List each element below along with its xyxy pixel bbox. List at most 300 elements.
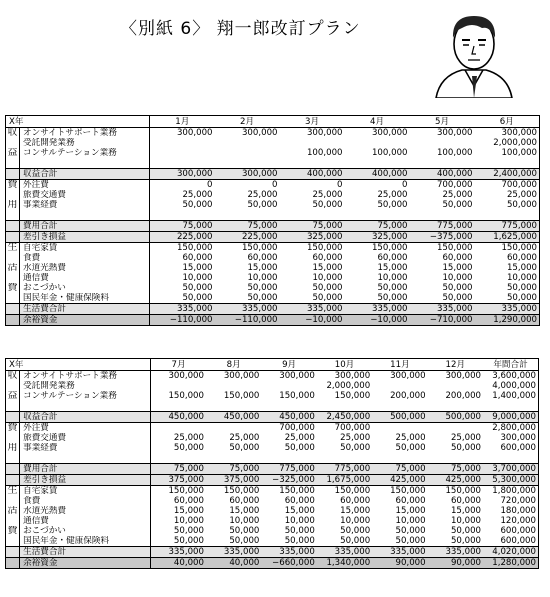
- section-label: [6, 158, 20, 169]
- section-label: [6, 190, 20, 200]
- value-cell: [215, 138, 280, 148]
- value-cell: [280, 138, 345, 148]
- table-row: [6, 243, 540, 254]
- value-cell: 15,000: [395, 506, 426, 516]
- value-cell: 100,000: [306, 148, 343, 158]
- value-cell: 60,000: [442, 253, 473, 263]
- value-cell: [410, 138, 475, 148]
- value-cell: [475, 158, 540, 169]
- value-cell: 400,000: [280, 169, 345, 180]
- value-cell: [206, 453, 261, 464]
- section-label: 収: [6, 371, 20, 382]
- value-cell: 150,000: [334, 391, 371, 401]
- value-cell: 200,000: [390, 391, 426, 401]
- value-cell: 25,000: [442, 190, 473, 200]
- value-cell: 225,000: [150, 232, 215, 243]
- value-cell: −10,000: [345, 315, 410, 326]
- row-label: オンサイトサポート業務: [23, 128, 117, 138]
- section-label: 生: [6, 486, 20, 497]
- table-row: [6, 263, 540, 273]
- row-label: [20, 401, 151, 412]
- month-header: 2月: [215, 116, 280, 128]
- row-label: おこづかい: [23, 283, 66, 293]
- value-cell: 40,000: [206, 558, 261, 569]
- table-row: [6, 433, 539, 443]
- value-cell: 40,000: [151, 558, 206, 569]
- table-row: [6, 391, 539, 401]
- section-label: [6, 464, 20, 475]
- value-cell: 10,000: [450, 516, 482, 526]
- value-cell: [151, 401, 206, 412]
- value-cell: 15,000: [151, 506, 206, 516]
- section-label: 費: [6, 423, 20, 434]
- value-cell: 25,000: [284, 433, 315, 443]
- row-label: 余裕資金: [20, 315, 150, 326]
- value-cell: 450,000: [206, 412, 261, 423]
- value-cell: [483, 453, 538, 464]
- value-cell: [317, 453, 372, 464]
- section-label: 活: [7, 263, 18, 273]
- value-cell: 720,000: [483, 496, 538, 506]
- value-cell: 335,000: [280, 304, 345, 315]
- table-row: [6, 283, 540, 293]
- row-label: 食費: [23, 253, 41, 263]
- year-label: X年: [6, 116, 150, 128]
- value-cell: 150,000: [279, 486, 315, 496]
- value-cell: 50,000: [340, 536, 371, 546]
- value-cell: 50,000: [450, 443, 482, 453]
- value-cell: 150,000: [223, 391, 260, 401]
- value-cell: 1,675,000: [317, 475, 372, 486]
- value-cell: 50,000: [229, 536, 260, 546]
- value-cell: 75,000: [206, 464, 261, 475]
- value-cell: [150, 158, 215, 169]
- value-cell: 90,000: [428, 558, 483, 569]
- section-label: 生: [7, 242, 18, 253]
- row-label: 国民年金・健康保険料: [23, 293, 109, 303]
- value-cell: 15,000: [284, 506, 315, 516]
- row-label: [20, 210, 150, 221]
- table-row: [6, 200, 540, 210]
- section-label: [6, 558, 20, 569]
- value-cell: 50,000: [284, 443, 315, 453]
- table-row: [6, 304, 540, 315]
- table-row: [6, 169, 540, 180]
- value-cell: 300,000: [215, 169, 280, 180]
- row-label: 費用合計: [20, 464, 151, 475]
- value-cell: 450,000: [151, 412, 206, 423]
- value-cell: 300,000: [150, 169, 215, 180]
- value-cell: [151, 423, 206, 434]
- value-cell: 50,000: [247, 200, 278, 210]
- value-cell: 450,000: [261, 412, 316, 423]
- value-cell: 75,000: [428, 464, 483, 475]
- month-header: 8月: [206, 359, 261, 371]
- month-header: 7月: [151, 359, 206, 371]
- table-row: [6, 128, 540, 139]
- table-row: [6, 180, 540, 191]
- value-cell: 10,000: [395, 516, 426, 526]
- year-label: X年: [6, 359, 151, 371]
- table-row: [6, 496, 539, 506]
- section-label: [6, 304, 20, 315]
- value-cell: [206, 381, 261, 391]
- value-cell: 60,000: [377, 253, 408, 263]
- value-cell: 60,000: [247, 253, 278, 263]
- value-cell: 25,000: [340, 433, 371, 443]
- value-cell: 25,000: [395, 433, 426, 443]
- row-label: 差引き損益: [20, 232, 150, 243]
- value-cell: [151, 453, 206, 464]
- value-cell: 50,000: [377, 200, 408, 210]
- table-row: [6, 315, 540, 326]
- row-label: 通信費: [23, 516, 49, 526]
- month-header: 10月: [317, 359, 372, 371]
- value-cell: 15,000: [450, 506, 482, 516]
- table-row: [6, 486, 539, 497]
- table-row: [6, 273, 540, 283]
- value-cell: [280, 210, 345, 221]
- value-cell: 50,000: [312, 293, 343, 303]
- value-cell: [261, 401, 316, 412]
- value-cell: 50,000: [247, 283, 278, 293]
- businessman-avatar-icon: [432, 6, 516, 98]
- table-row: [6, 401, 539, 412]
- value-cell: 2,800,000: [483, 423, 538, 434]
- value-cell: [150, 210, 215, 221]
- value-cell: 10,000: [377, 273, 408, 283]
- value-cell: 60,000: [312, 253, 343, 263]
- table-row: [6, 190, 540, 200]
- value-cell: [345, 138, 410, 148]
- value-cell: [428, 381, 483, 391]
- value-cell: [372, 381, 427, 391]
- value-cell: 50,000: [475, 200, 540, 210]
- month-header: 3月: [280, 116, 345, 128]
- value-cell: 15,000: [150, 263, 215, 273]
- table-row: [6, 359, 539, 371]
- value-cell: 50,000: [151, 443, 206, 453]
- value-cell: 50,000: [151, 536, 206, 547]
- value-cell: 1,800,000: [483, 486, 538, 497]
- value-cell: 180,000: [483, 506, 538, 516]
- month-header: 1月: [150, 116, 215, 128]
- value-cell: 10,000: [312, 273, 343, 283]
- value-cell: [150, 148, 215, 158]
- section-label: [6, 381, 20, 391]
- value-cell: 60,000: [475, 253, 540, 263]
- section-label: 費: [7, 283, 18, 293]
- value-cell: 25,000: [247, 190, 278, 200]
- value-cell: 150,000: [151, 486, 206, 497]
- value-cell: 1,280,000: [483, 558, 538, 569]
- value-cell: 150,000: [306, 243, 343, 253]
- value-cell: [261, 453, 316, 464]
- row-label: 水道光熱費: [23, 506, 67, 516]
- value-cell: 50,000: [442, 293, 473, 303]
- table-row: [6, 293, 540, 304]
- row-label: [20, 453, 151, 464]
- section-label: 用: [6, 443, 20, 453]
- value-cell: 300,000: [371, 128, 408, 138]
- value-cell: 2,400,000: [475, 169, 540, 180]
- value-cell: 15,000: [442, 263, 473, 273]
- section-label: [6, 536, 20, 547]
- value-cell: 1,290,000: [475, 315, 540, 326]
- value-cell: 50,000: [450, 536, 482, 546]
- table-row: [6, 210, 540, 221]
- value-cell: 600,000: [483, 536, 538, 547]
- value-cell: 300,000: [390, 371, 426, 381]
- section-label: 収: [7, 127, 18, 138]
- month-header: 5月: [410, 116, 475, 128]
- value-cell: 50,000: [395, 443, 426, 453]
- value-cell: 775,000: [317, 464, 372, 475]
- value-cell: 100,000: [436, 148, 473, 158]
- value-cell: −660,000: [261, 558, 316, 569]
- value-cell: 15,000: [475, 263, 540, 273]
- value-cell: [215, 210, 280, 221]
- value-cell: 0: [272, 180, 278, 190]
- value-cell: 300,000: [483, 433, 538, 443]
- value-cell: 3,600,000: [483, 371, 538, 382]
- value-cell: 300,000: [436, 128, 473, 138]
- section-label: [6, 273, 20, 283]
- section-label: [6, 138, 20, 148]
- value-cell: 200,000: [445, 391, 482, 401]
- value-cell: 300,000: [445, 371, 482, 381]
- table-row: [6, 547, 539, 558]
- value-cell: 300,000: [241, 128, 278, 138]
- plan-table-jan-jun: [5, 115, 540, 326]
- value-cell: 10,000: [442, 273, 473, 283]
- value-cell: 15,000: [247, 263, 278, 273]
- value-cell: 50,000: [450, 526, 482, 536]
- value-cell: 100,000: [371, 148, 408, 158]
- value-cell: 25,000: [475, 190, 540, 200]
- section-label: [6, 453, 20, 464]
- value-cell: 150,000: [436, 243, 473, 253]
- value-cell: 50,000: [377, 283, 408, 293]
- value-cell: 50,000: [284, 526, 315, 536]
- value-cell: 10,000: [284, 516, 315, 526]
- table-row: [6, 253, 540, 263]
- value-cell: 50,000: [312, 200, 343, 210]
- section-label: 費: [6, 526, 20, 536]
- value-cell: 25,000: [450, 433, 482, 443]
- value-cell: [150, 138, 215, 148]
- value-cell: 700,000: [475, 180, 540, 191]
- value-cell: 335,000: [151, 547, 206, 558]
- row-label: 外注費: [23, 180, 49, 190]
- value-cell: 335,000: [410, 304, 475, 315]
- value-cell: 100,000: [475, 148, 540, 158]
- section-label: [6, 516, 20, 526]
- row-label: オンサイトサポート業務: [23, 371, 118, 381]
- section-label: [6, 315, 20, 326]
- row-label: 通信費: [23, 273, 49, 283]
- value-cell: 50,000: [475, 283, 540, 293]
- value-cell: 50,000: [377, 293, 408, 303]
- section-label: [6, 547, 20, 558]
- value-cell: −710,000: [410, 315, 475, 326]
- value-cell: 10,000: [229, 516, 260, 526]
- value-cell: 9,000,000: [483, 412, 538, 423]
- section-label: [6, 293, 20, 304]
- section-label: 費: [7, 179, 18, 190]
- value-cell: 700,000: [279, 423, 315, 433]
- section-label: [6, 475, 20, 486]
- value-cell: −325,000: [261, 475, 316, 486]
- value-cell: 60,000: [150, 253, 215, 263]
- row-label: 水道光熱費: [23, 263, 66, 273]
- value-cell: [410, 158, 475, 169]
- value-cell: 50,000: [229, 526, 260, 536]
- value-cell: −10,000: [280, 315, 345, 326]
- plan-table-jul-dec: [5, 358, 539, 569]
- month-header: 9月: [261, 359, 316, 371]
- value-cell: [280, 158, 345, 169]
- value-cell: 0: [337, 180, 343, 190]
- table-row: [6, 148, 540, 158]
- value-cell: 50,000: [150, 283, 215, 293]
- row-label: 余裕資金: [20, 558, 151, 569]
- value-cell: 15,000: [229, 506, 260, 516]
- value-cell: 150,000: [390, 486, 426, 496]
- row-label: 受託開発業務: [23, 138, 75, 148]
- value-cell: 60,000: [450, 496, 482, 506]
- value-cell: 5,300,000: [483, 475, 538, 486]
- value-cell: 50,000: [395, 526, 426, 536]
- value-cell: 75,000: [151, 464, 206, 475]
- table-row: [6, 423, 539, 434]
- value-cell: 25,000: [150, 190, 215, 200]
- row-label: [20, 158, 150, 169]
- row-label: 費用合計: [20, 221, 150, 232]
- value-cell: 300,000: [150, 128, 215, 139]
- table-row: [6, 371, 539, 382]
- value-cell: 25,000: [229, 433, 260, 443]
- value-cell: 60,000: [151, 496, 206, 506]
- value-cell: 75,000: [280, 221, 345, 232]
- value-cell: 75,000: [215, 221, 280, 232]
- table-row: [6, 158, 540, 169]
- value-cell: 150,000: [151, 391, 206, 401]
- row-label: 事業経費: [23, 443, 58, 453]
- value-cell: 10,000: [151, 516, 206, 526]
- table-row: [6, 412, 539, 423]
- value-cell: 25,000: [151, 433, 206, 443]
- month-header: 11月: [372, 359, 427, 371]
- value-cell: 2,450,000: [317, 412, 372, 423]
- value-cell: 300,000: [279, 371, 315, 381]
- value-cell: 50,000: [247, 293, 278, 303]
- value-cell: 0: [150, 180, 215, 191]
- value-cell: 375,000: [206, 475, 261, 486]
- value-cell: −110,000: [150, 315, 215, 326]
- row-label: 自宅家賃: [23, 486, 58, 496]
- value-cell: 150,000: [475, 243, 540, 254]
- value-cell: 335,000: [206, 547, 261, 558]
- value-cell: 150,000: [371, 243, 408, 253]
- value-cell: −375,000: [410, 232, 475, 243]
- value-cell: 60,000: [340, 496, 371, 506]
- row-label: 差引き損益: [20, 475, 151, 486]
- row-label: 収益合計: [20, 169, 150, 180]
- value-cell: [215, 158, 280, 169]
- value-cell: 425,000: [372, 475, 427, 486]
- section-label: 活: [6, 506, 20, 516]
- value-cell: 50,000: [312, 283, 343, 293]
- value-cell: 2,000,000: [326, 381, 371, 391]
- value-cell: [372, 453, 427, 464]
- value-cell: 325,000: [345, 232, 410, 243]
- value-cell: −110,000: [215, 315, 280, 326]
- value-cell: 120,000: [483, 516, 538, 526]
- section-label: [6, 253, 20, 263]
- value-cell: 60,000: [284, 496, 315, 506]
- value-cell: 775,000: [261, 464, 316, 475]
- row-label: 食費: [23, 496, 41, 506]
- value-cell: 600,000: [483, 443, 538, 453]
- value-cell: 50,000: [475, 293, 540, 304]
- section-label: 用: [7, 200, 18, 210]
- section-label: [6, 401, 20, 412]
- value-cell: 150,000: [223, 486, 260, 496]
- value-cell: 25,000: [312, 190, 343, 200]
- value-cell: 335,000: [372, 547, 427, 558]
- value-cell: 50,000: [442, 283, 473, 293]
- value-cell: [410, 210, 475, 221]
- table-row: [6, 464, 539, 475]
- value-cell: 15,000: [340, 506, 371, 516]
- section-label: [6, 433, 20, 443]
- value-cell: [151, 381, 206, 391]
- value-cell: 150,000: [150, 243, 215, 254]
- section-label: [6, 210, 20, 221]
- row-label: 事業経費: [23, 200, 58, 210]
- value-cell: 335,000: [475, 304, 540, 315]
- row-label: コンサルテーション業務: [23, 148, 117, 158]
- value-cell: 600,000: [483, 526, 538, 536]
- section-label: [6, 412, 20, 423]
- value-cell: 50,000: [340, 526, 371, 536]
- value-cell: 4,020,000: [483, 547, 538, 558]
- row-label: 旅費交通費: [23, 433, 67, 443]
- value-cell: 0: [402, 180, 408, 190]
- table-row: [6, 381, 539, 391]
- value-cell: [261, 381, 316, 391]
- table-row: [6, 443, 539, 453]
- section-label: [6, 221, 20, 232]
- value-cell: 335,000: [345, 304, 410, 315]
- value-cell: 775,000: [475, 221, 540, 232]
- value-cell: 25,000: [377, 190, 408, 200]
- value-cell: 75,000: [150, 221, 215, 232]
- value-cell: 335,000: [428, 547, 483, 558]
- table-row: [6, 475, 539, 486]
- section-label: [6, 496, 20, 506]
- value-cell: 150,000: [334, 486, 371, 496]
- value-cell: 75,000: [345, 221, 410, 232]
- value-cell: 60,000: [395, 496, 426, 506]
- value-cell: 775,000: [410, 221, 475, 232]
- value-cell: 335,000: [150, 304, 215, 315]
- month-header: 12月: [428, 359, 483, 371]
- row-label: おこづかい: [23, 526, 66, 536]
- value-cell: 10,000: [340, 516, 371, 526]
- row-label: 生活費合計: [20, 547, 151, 558]
